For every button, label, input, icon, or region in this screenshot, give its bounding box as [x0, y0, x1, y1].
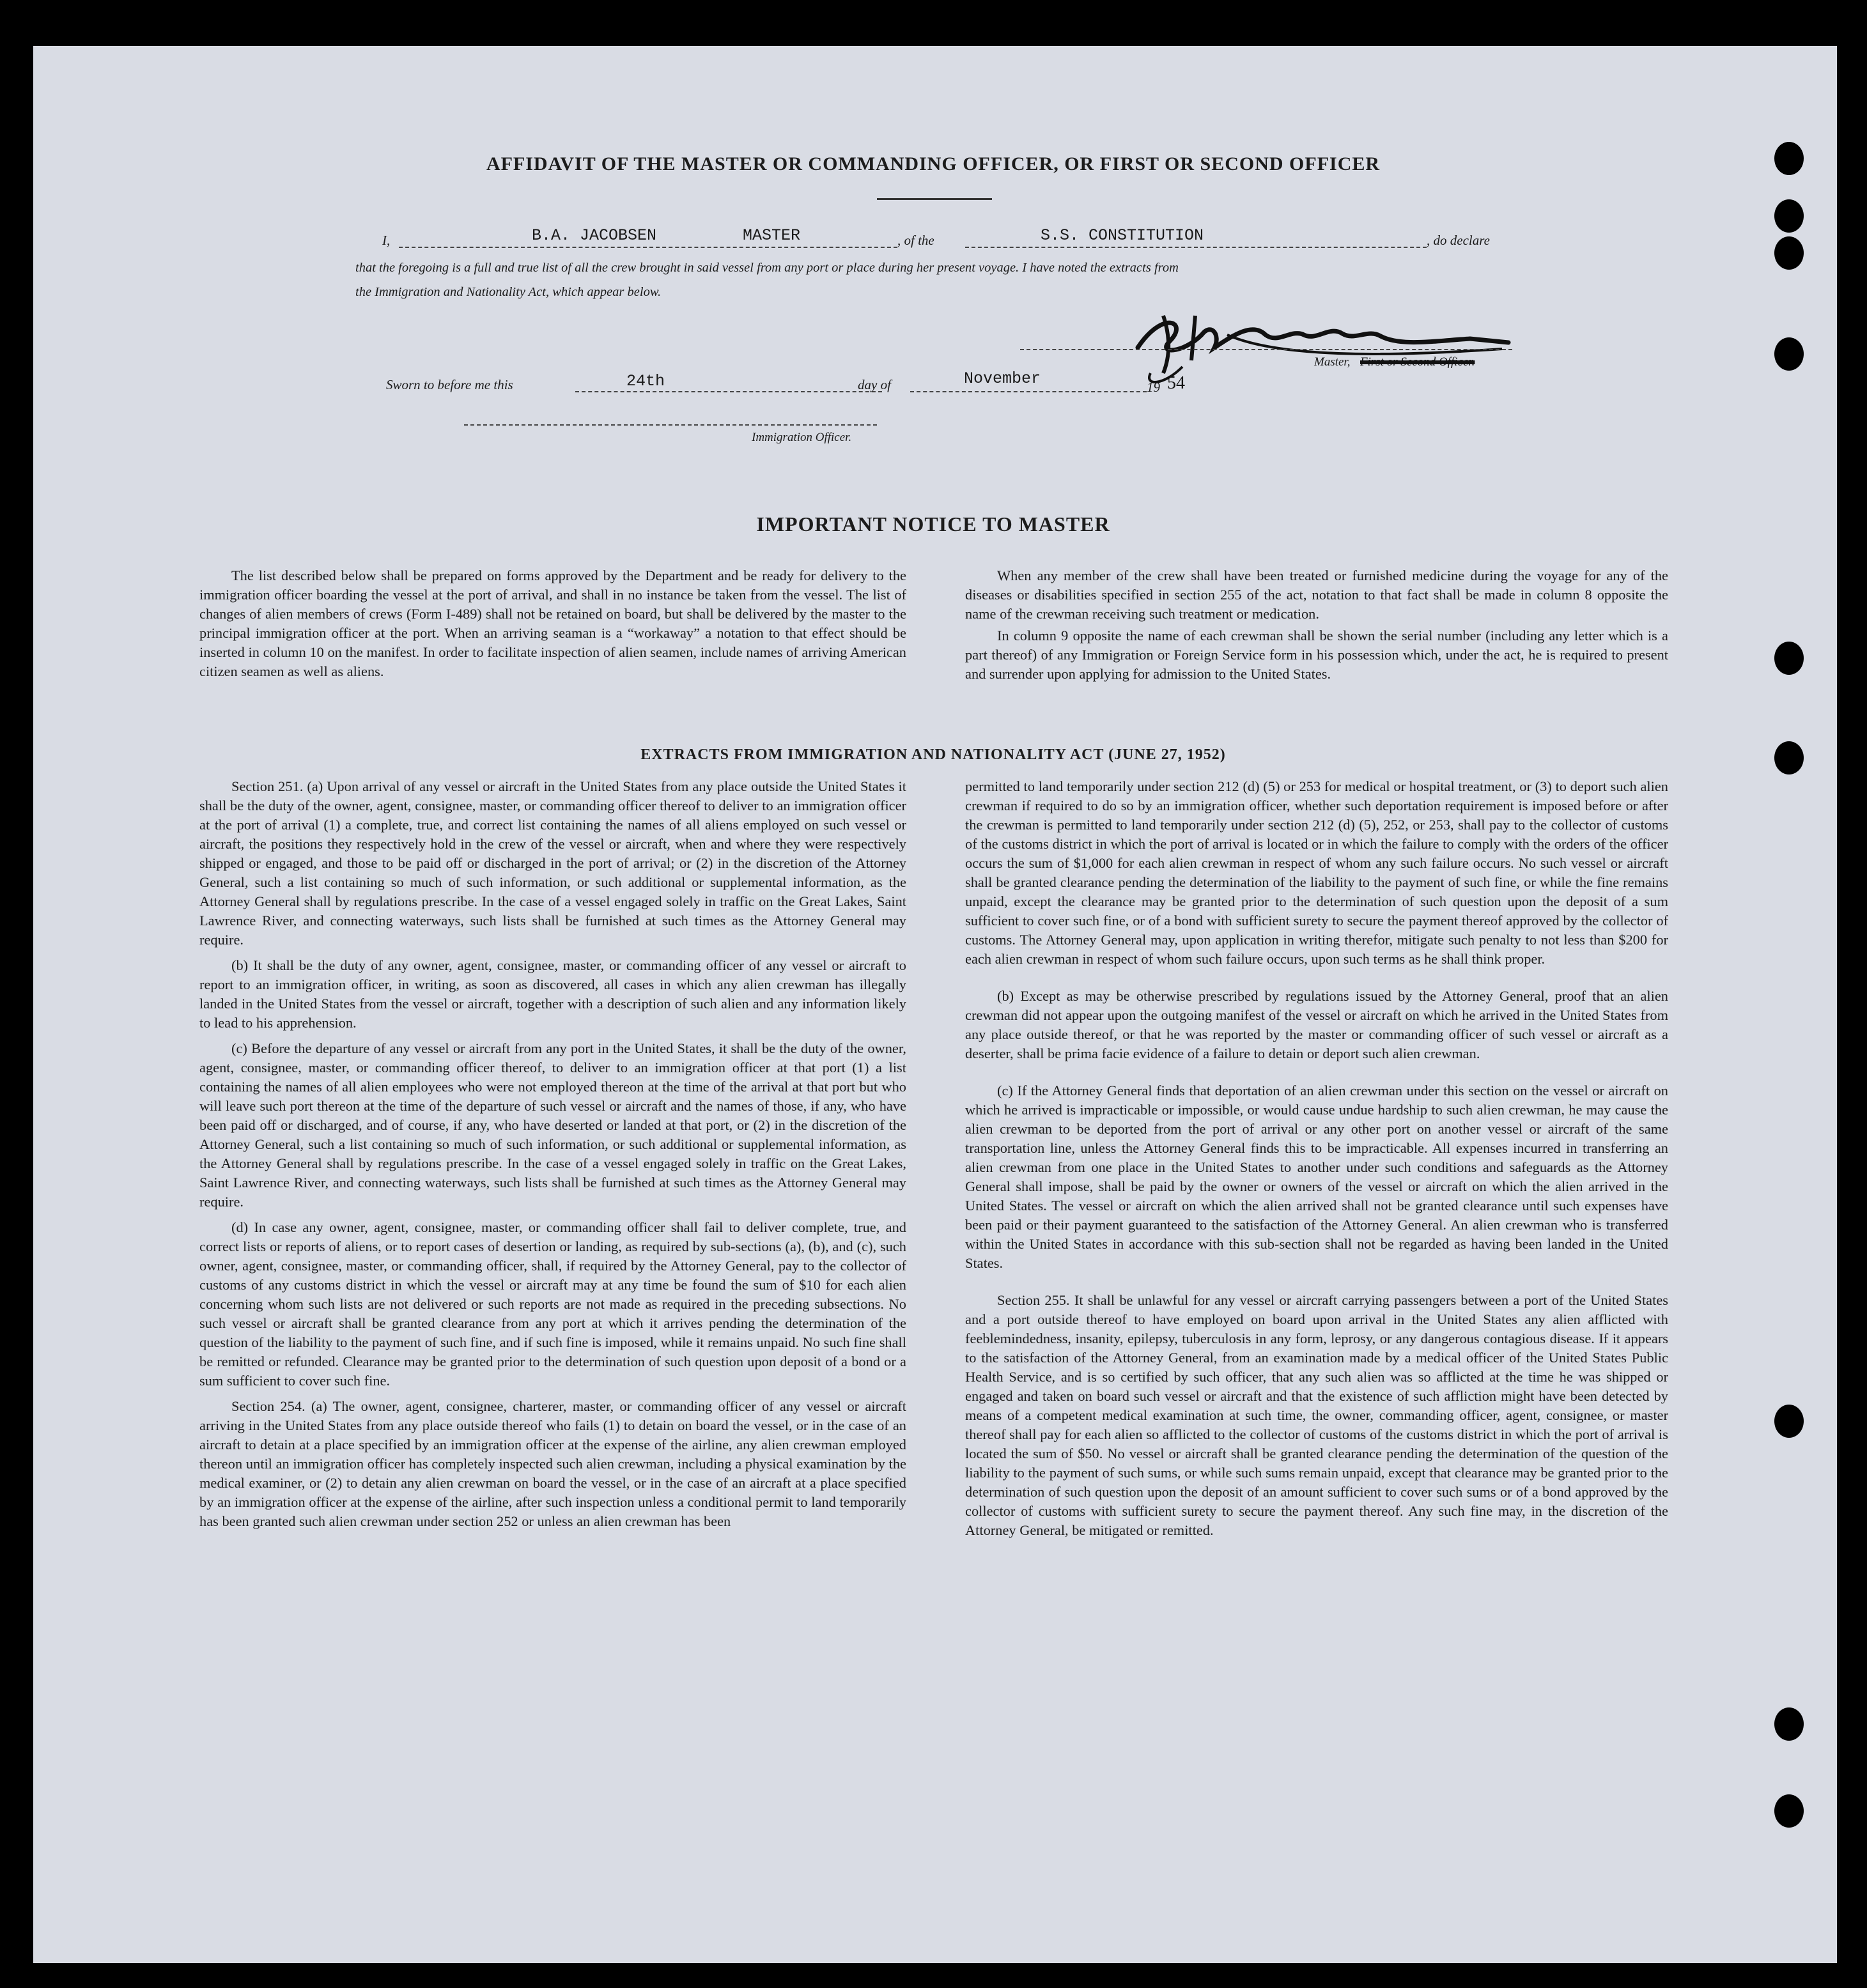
- year-prefix: 19: [1147, 380, 1160, 395]
- notice-right-paragraph-2: In column 9 opposite the name of each crewman shall be shown the serial number (including any letter which is a part thereof) of any Immigration or Foreign Service form in his possession which, under the act, he is required to present and surrender upon applying for admission to the United States.: [965, 628, 1668, 682]
- vessel-name: S.S. CONSTITUTION: [1041, 226, 1204, 245]
- vessel-line: [965, 247, 1427, 248]
- section-251-c: (c) Before the departure of any vessel or aircraft from any port in the United States, it shall be the duty of the owner, agent, consignee, master, or commanding officer thereof, to deliver to an immigration officer at that port (1) a list containing the names of all alien employees who were not employed thereon at the time of the arrival at that port but who will leave such port thereon at the time of the departure of such vessel or aircraft and the names of those, if any, who have been paid off or discharged, and of course, if any, who have deserted or landed at that port, or (2) in the discretion of the Attorney General, such a list containing so much of such information, or such additional or supplemental information, as the Attorney General shall by regulations prescribe. In the case of a vessel engaged solely in traffic on the Great Lakes, Saint Lawrence River, and connecting waterways, such lists shall be furnished at such times as the Attorney General may require.: [199, 1040, 906, 1210]
- extracts-left-column: [199, 777, 906, 1537]
- master-name: B.A. JACOBSEN: [532, 226, 657, 245]
- notice-left-column: [199, 566, 906, 688]
- declaration-line-2: the Immigration and Nationality Act, which appear below.: [355, 285, 662, 299]
- immigration-officer-caption: Immigration Officer.: [752, 431, 852, 444]
- extracts-right-column: [965, 777, 1668, 1546]
- sworn-month-line: [910, 391, 1147, 392]
- punch-hole: [1774, 1794, 1804, 1828]
- name-line: [399, 247, 897, 248]
- i-label: I,: [382, 233, 391, 248]
- signature-line: [1020, 349, 1512, 350]
- punch-hole: [1774, 142, 1804, 175]
- section-254-b: (b) Except as may be otherwise prescribed by regulations issued by the Attorney General, proof that an alien crewman did not appear upon the outgoing manifest of the vessel or aircraft on which he arrived in the United States from any place outside thereof, or that he was reported by the master or commanding officer of such vessel or aircraft as a deserter, shall be prima facie evidence of a failure to detain or deport such alien crewman.: [965, 988, 1668, 1061]
- title-rule: [877, 198, 992, 200]
- sworn-month: November: [964, 369, 1041, 388]
- immigration-officer-line: [464, 424, 877, 426]
- sworn-label: Sworn to before me this: [386, 377, 513, 392]
- notice-right-column: [965, 566, 1668, 690]
- punch-hole: [1774, 642, 1804, 675]
- master-rank: MASTER: [743, 226, 801, 245]
- notice-right-paragraph-1: When any member of the crew shall have been treated or furnished medicine during the voyage for any of the diseases or disabilities specified in section 255 of the act, notation to that fact shall be made in column 8 opposite the name of the crewman receiving such treatment or medication.: [965, 567, 1668, 622]
- affidavit-title: AFFIDAVIT OF THE MASTER OR COMMANDING OFFICER, OR FIRST OR SECOND OFFICER: [486, 153, 1381, 174]
- punch-hole: [1774, 199, 1804, 233]
- section-254-a: Section 254. (a) The owner, agent, consignee, charterer, master, or commanding officer of any vessel or aircraft arriving in the United States from any place outside thereof who fails (1) to detain on board the vessel, or in the case of an aircraft to detain at a place specified by an immigration officer at the expense of the airline, any alien crewman employed thereon until an immigration officer has completely inspected such alien crewman, including a physical examination by the medical examiner, or (2) to detain any alien crewman on board the vessel, or in the case of an aircraft at a place specified by an immigration officer at the expense of the airline, after such inspection unless a conditional permit to land temporarily has been granted such alien crewman under section 252 or unless an alien crewman has been: [199, 1398, 906, 1529]
- section-254-a-continued: permitted to land temporarily under section 212 (d) (5) or 253 for medical or hospital treatment, or (3) to deport such alien crewman if required to do so by an immigration officer, whether such deportation requirement is imposed before or after the crewman is permitted to land temporarily under section 212 (d) (5), 252, or 253, shall pay to the collector of customs of the customs district in which the port of arrival is located or in which the failure to comply with the orders of the officer occurs the sum of $1,000 for each alien crewman in respect of whom any such failure occurs. No such vessel or aircraft shall be granted clearance pending the determination of the liability to the payment of such fine, or while the fine remains unpaid, except the clearance may be granted prior to the determination of such question upon the deposit of a sum sufficient to cover such fine, or of a bond with sufficient surety to secure the payment thereof approved by the collector of customs. The Attorney General may, upon application in writing therefor, mitigate such penalty to not less than $200 for each alien crewman in respect of whom such failure occurs, upon such terms as he shall think proper.: [965, 778, 1668, 967]
- declaration-line-1: that the foregoing is a full and true list of all the crew brought in said vessel from any port or place during her present voyage. I have noted the extracts from: [355, 261, 1179, 275]
- day-of-label: day of: [858, 377, 891, 392]
- punch-hole: [1774, 236, 1804, 270]
- extracts-title: EXTRACTS FROM IMMIGRATION AND NATIONALITY ACT (JUNE 27, 1952): [640, 746, 1226, 763]
- punch-hole: [1774, 337, 1804, 371]
- sworn-day-line: [575, 391, 882, 392]
- section-251-a: Section 251. (a) Upon arrival of any vessel or aircraft in the United States from any place outside the United States it shall be the duty of the owner, agent, consignee, master, or commanding officer thereof to deliver to an immigration officer at the port of arrival (1) a complete, true, and correct list containing the names of all aliens employed on such vessel or aircraft, the positions they respectively hold in the crew of the vessel or aircraft, when and where they were respectively shipped or engaged, and those to be paid off or discharged in the port of arrival; or (2) in the discretion of the Attorney General, such a list containing so much of such information, or such additional or supplemental information, as the Attorney General shall by regulations prescribe. In the case of a vessel engaged solely in traffic on the Great Lakes, Saint Lawrence River, and connecting waterways, such lists shall be furnished at such times as the Attorney General may require.: [199, 778, 906, 948]
- do-declare-label: , do declare: [1427, 233, 1490, 248]
- master-caption: Master,: [1314, 355, 1351, 369]
- section-251-d: (d) In case any owner, agent, consignee, master, or commanding officer shall fail to deliver complete, true, and correct lists or reports of aliens, or to report cases of desertion or landing, as required by sub-sections (a), (b), and (c), such owner, agent, consignee, master, or commanding officer, shall, if required by the Attorney General, pay to the collector of customs of any customs district in which the vessel or aircraft may at any time be found the sum of $10 for each alien concerning whom such lists are not delivered or such reports are not made as required in the preceding subsections. No such vessel or aircraft shall be granted clearance from any port at which it arrives pending the determination of the question of the liability to the payment of such fine, and if such fine is imposed, while it remains unpaid. No such fine shall be remitted or refunded. Clearance may be granted prior to the determination of such question upon deposit of a bond or a sum sufficient to cover such fine.: [199, 1219, 906, 1389]
- of-the-label: , of the: [897, 233, 934, 248]
- punch-hole: [1774, 741, 1804, 774]
- punch-hole: [1774, 1707, 1804, 1741]
- notice-title: IMPORTANT NOTICE TO MASTER: [756, 512, 1110, 536]
- section-251-b: (b) It shall be the duty of any owner, agent, consignee, master, or commanding officer of any vessel or aircraft to report to an immigration officer, in writing, as soon as discovered, all cases in which any alien crewman has illegally landed in the United States from the vessel or aircraft, together with a description of such alien and any information likely to lead to his apprehension.: [199, 957, 906, 1031]
- punch-hole: [1774, 1405, 1804, 1438]
- sworn-year: 54: [1167, 373, 1185, 393]
- notice-left-paragraph: The list described below shall be prepared on forms approved by the Department and be ready for delivery to the immigration officer boarding the vessel at the port of arrival, and shall in no instance be taken from the vessel. The list of changes of alien members of crews (Form I-489) shall not be retained on board, but shall be delivered by the master to the principal immigration officer at the port. When an arriving seaman is a “workaway” a notation to that effect should be inserted in column 10 on the manifest. In order to facilitate inspection of alien seamen, include names of arriving American citizen seamen as well as aliens.: [199, 567, 906, 679]
- struck-officer-caption: First or Second Officer.: [1360, 355, 1475, 369]
- sworn-day: 24th: [626, 372, 665, 390]
- section-254-c: (c) If the Attorney General finds that deportation of an alien crewman under this section on the vessel or aircraft on which he arrived is impracticable or impossible, or would cause undue hardship to such alien crewman, he may cause the alien crewman to be deported from the port of arrival or any other port on another vessel or aircraft of the same transportation line, unless the Attorney General finds this to be impracticable. All expenses incurred in transferring an alien crewman from one place in the United States to another under such conditions and safeguards as the Attorney General shall impose, shall be paid by the owner or owners of the vessel or aircraft on which the alien arrived in the United States. The vessel or aircraft on which the alien arrived shall not be granted clearance until such expenses have been paid or their payment guaranteed to the satisfaction of the Attorney General. An alien crewman who is transferred within the United States in accordance with this sub-section shall not be regarded as having been landed in the United States.: [965, 1083, 1668, 1271]
- section-255: Section 255. It shall be unlawful for any vessel or aircraft carrying passengers between a port of the United States and a port outside thereof to have employed on board upon arrival in the United States any alien afflicted with feeblemindedness, insanity, epilepsy, tuberculosis in any form, leprosy, or any dangerous contagious disease. If it appears to the satisfaction of the Attorney General, from an examination made by a medical officer of the United States Public Health Service, and is so certified by such officer, that any such alien was so afflicted at the time he was shipped or engaged and taken on board such vessel or aircraft and that the existence of such affliction might have been detected by means of a competent medical examination at such time, the owner, commanding officer, agent, consignee, or master thereof shall pay for each alien so afflicted to the collector of customs of the customs district in which the port of arrival is located the sum of $50. No vessel or aircraft shall be granted clearance pending the determination of the question of the liability to the payment of such sums, or while such sums remain unpaid, except that clearance may be granted prior to the determination of such question upon the deposit of an amount sufficient to cover such sums or of a bond approved by the collector of customs with sufficient surety to secure the payment thereof. Any such fine may, in the discretion of the Attorney General, be mitigated or remitted.: [965, 1292, 1668, 1538]
